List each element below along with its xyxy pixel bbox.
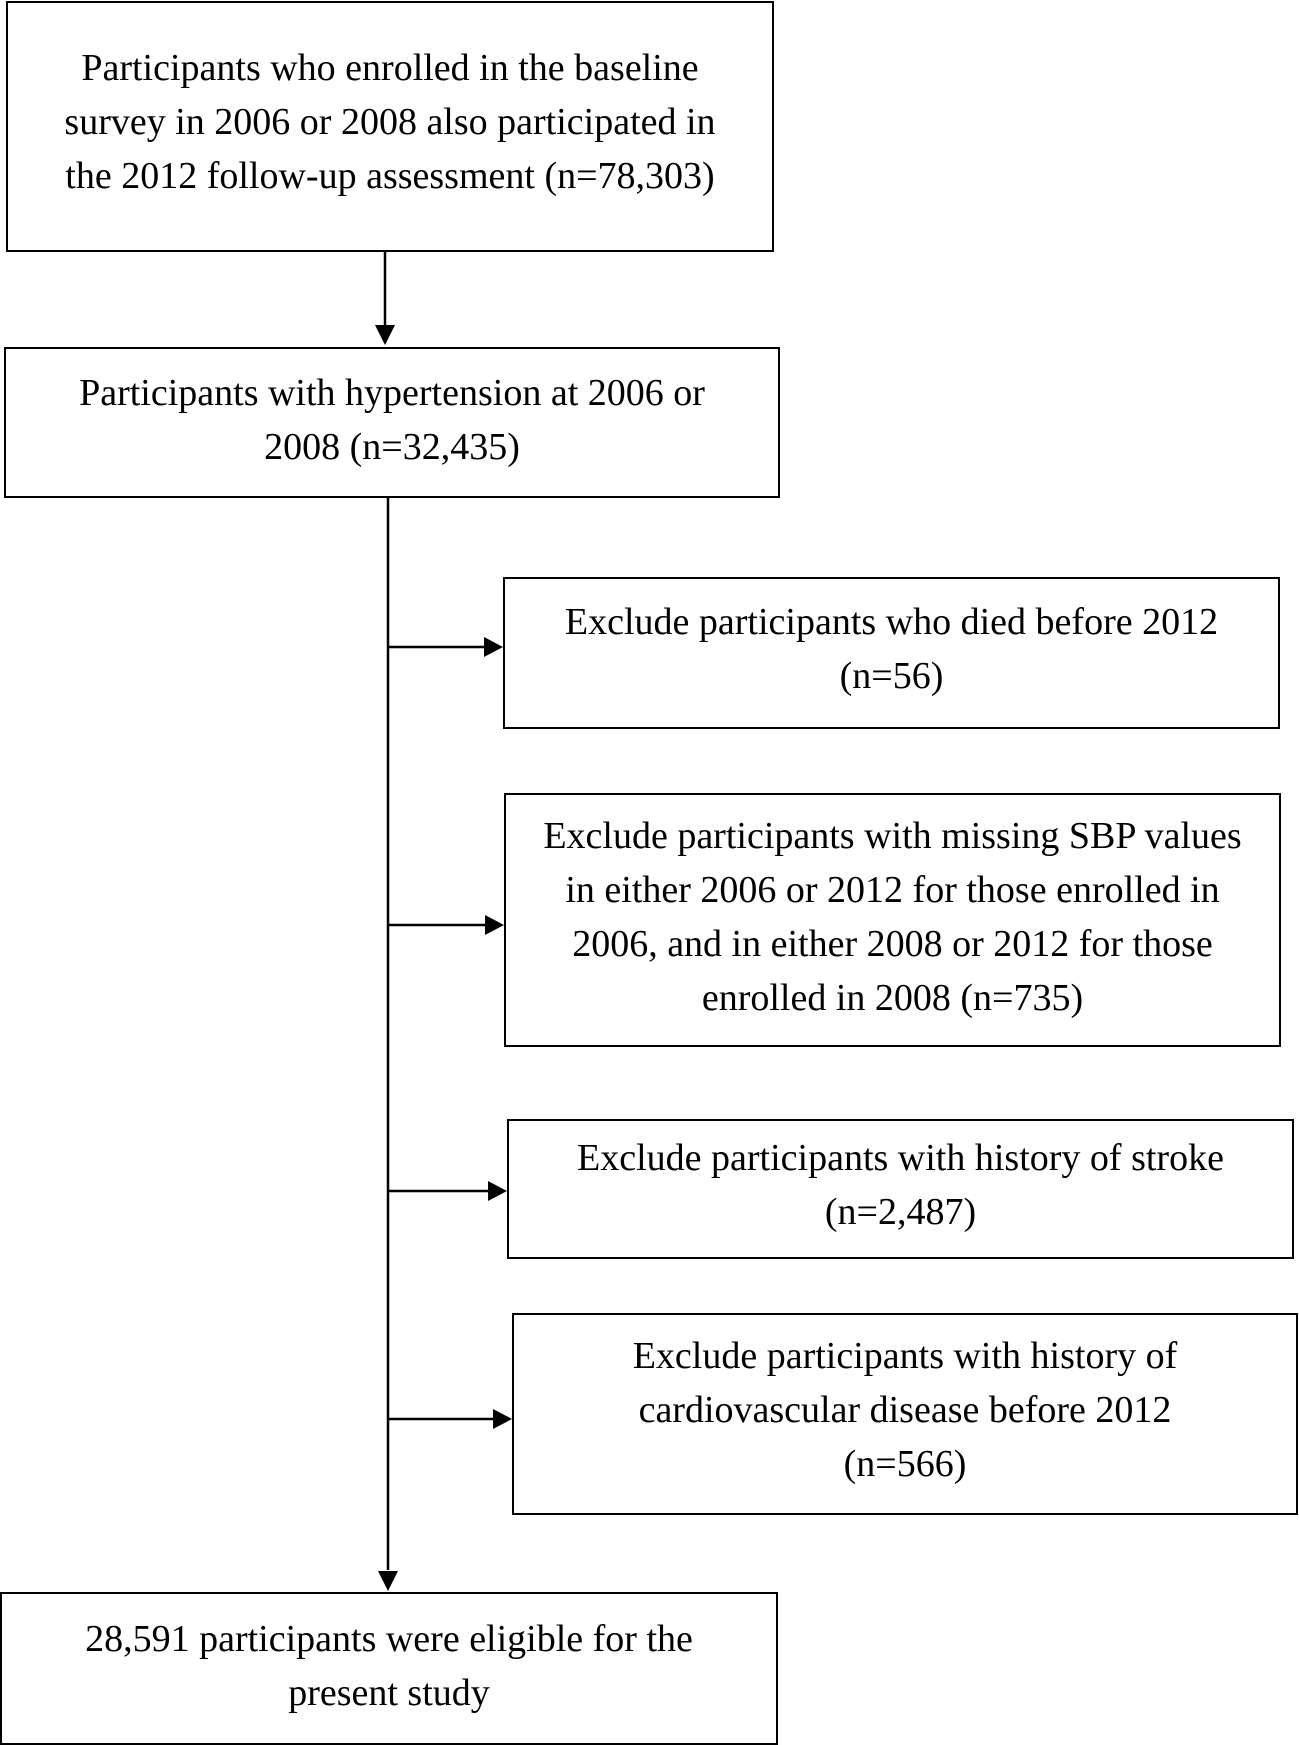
box-exclusion-stroke — [507, 1119, 1294, 1259]
arrowhead-exclusion-4 — [493, 1409, 512, 1429]
arrowhead-exclusion-1 — [484, 637, 503, 657]
box-exclusion-cvd-text: Exclude participants with history of cardiovascular disease before 2012 (n=566) — [632, 1335, 1178, 1485]
box-eligible-participants — [0, 1592, 778, 1745]
arrowhead-exclusion-2 — [485, 915, 504, 935]
box-exclusion-cvd — [512, 1313, 1298, 1515]
box-exclusion-missing-sbp-text: Exclude participants with missing SBP values in either 2006 or 2012 for those enrolled in 2006, and in either 2008 or 2012 for those enrolled in 2008 (n=735) — [543, 815, 1242, 1019]
arrowhead-start-to-hypertension — [375, 325, 395, 345]
box-exclusion-died-text: Exclude participants who died before 2012 (n=56) — [564, 601, 1219, 697]
arrowhead-exclusion-3 — [488, 1181, 507, 1201]
arrowhead-spine-to-final — [378, 1571, 398, 1591]
box-baseline-participants-text: Participants who enrolled in the baseline survey in 2006 or 2008 also participated in the 2012 follow-up assessment (n=78,303) — [64, 46, 716, 197]
box-exclusion-died — [503, 577, 1280, 729]
box-exclusion-stroke-text: Exclude participants with history of stroke (n=2,487) — [577, 1137, 1224, 1233]
box-baseline-participants — [6, 1, 774, 252]
box-hypertension-participants — [4, 347, 780, 498]
box-exclusion-missing-sbp — [504, 793, 1281, 1047]
box-eligible-participants-text: 28,591 participants were eligible for the present study — [85, 1617, 693, 1714]
box-hypertension-participants-text: Participants with hypertension at 2006 or 2008 (n=32,435) — [79, 371, 705, 468]
